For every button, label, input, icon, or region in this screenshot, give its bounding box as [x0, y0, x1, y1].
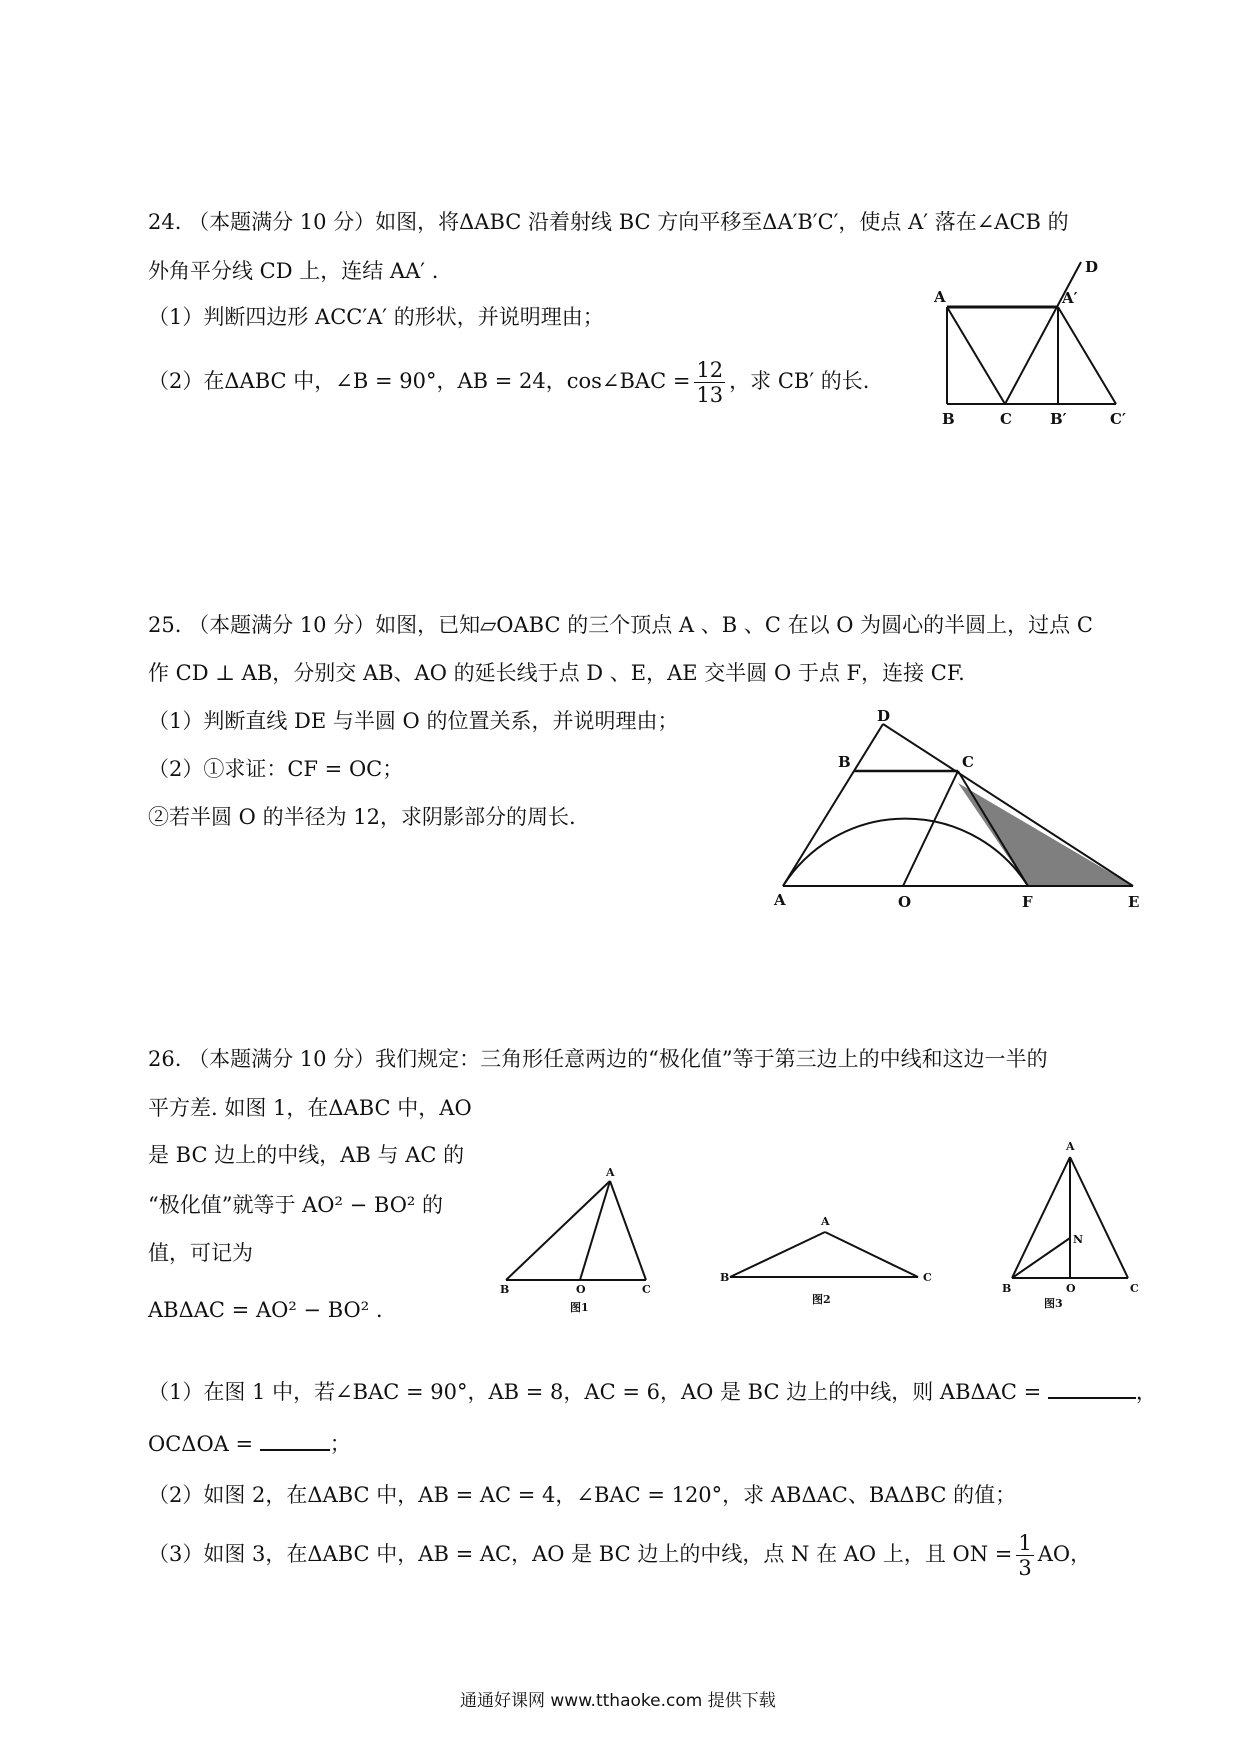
q26-line6: ABΔAC = AO² − BO² .: [148, 1298, 383, 1322]
q26-figure-1: [498, 1165, 670, 1320]
q26-part1-end: ；: [329, 1432, 351, 1456]
q26-fig1-label-a: A: [606, 1166, 615, 1179]
q24-figure: [930, 255, 1150, 428]
q26-fig3-label-a: A: [1066, 1140, 1075, 1153]
q24-part2-pre: （2）在ΔABC 中，∠B = 90°，AB = 24，cos∠BAC =: [148, 369, 691, 393]
q26-figure-2: [720, 1210, 940, 1315]
q25-part1: （1）判断直线 DE 与半圆 O 的位置关系，并说明理由；: [148, 709, 679, 733]
q25-figure: [770, 707, 1150, 911]
q26-part1-text: （1）在图 1 中，若∠BAC = 90°，AB = 8，AC = 6，AO 是 BC 边上的中线，则 ABΔAC =: [148, 1380, 1042, 1404]
q25-label-d: D: [877, 707, 891, 725]
q24-label-c-prime: C′: [1110, 410, 1126, 428]
q25-label-a: A: [774, 891, 786, 909]
q24-label-a: A: [934, 288, 946, 306]
q26-part3-post: AO，: [1037, 1542, 1092, 1566]
q26-fig1-label-o: O: [576, 1283, 586, 1296]
q26-fig3-label-c: C: [1130, 1282, 1139, 1295]
q25-label-e: E: [1128, 893, 1140, 911]
q26-line4: “极化值”就等于 AO² − BO² 的: [148, 1193, 444, 1217]
q24-part1: （1）判断四边形 ACC′A′ 的形状，并说明理由；: [148, 305, 604, 329]
q24-fraction: [694, 358, 725, 407]
q24-part2: [148, 358, 869, 407]
q26-part3: [148, 1531, 1091, 1580]
page-footer: 通通好课网 www.tthaoke.com 提供下载: [460, 1691, 776, 1711]
q25-part2: （2）①求证：CF = OC；: [148, 757, 404, 781]
q26-line1: 26. （本题满分 10 分）我们规定：三角形任意两边的“极化值”等于第三边上的中线和这边一半的: [148, 1047, 1048, 1071]
q26-fig3-label-o: O: [1066, 1282, 1076, 1295]
q24-fraction-numerator: 12: [696, 358, 724, 382]
q24-label-a-prime: A′: [1062, 289, 1078, 307]
q24-label-d: D: [1085, 258, 1099, 276]
q26-fraction-denominator: 3: [1018, 1556, 1032, 1580]
q25-part3: ②若半圆 O 的半径为 12，求阴影部分的周长.: [148, 805, 576, 829]
q26-fig1-label-b: B: [500, 1283, 510, 1296]
q24-label-c: C: [1000, 410, 1012, 428]
q25-segment-oc: [903, 771, 958, 886]
q26-answer-blank-2: [260, 1427, 330, 1451]
q26-part1-separator: ，: [1135, 1380, 1157, 1404]
q26-fig1-caption: 图1: [570, 1301, 589, 1314]
q25-label-b: B: [838, 753, 851, 771]
q26-answer-blank-1: [1048, 1375, 1136, 1399]
q24-segment-a-prime-c-prime: [1058, 307, 1116, 404]
q24-line2: 外角平分线 CD 上，连结 AA′ .: [148, 259, 439, 283]
q25-line2: 作 CD ⊥ AB，分别交 AB、AO 的延长线于点 D 、E，AE 交半圆 O 于点 F，连接 CF.: [148, 661, 965, 685]
q26-fraction-numerator: 1: [1018, 1531, 1032, 1555]
q25-line1: 25. （本题满分 10 分）如图，已知▱OABC 的三个顶点 A 、B 、C 在以 O 为圆心的半圆上，过点 C: [148, 613, 1093, 637]
q24-label-b: B: [942, 410, 955, 428]
q25-shaded-region: [958, 783, 1133, 886]
q25-label-c: C: [962, 753, 974, 771]
q26-line2: 平方差. 如图 1，在ΔABC 中，AO: [148, 1096, 472, 1120]
q26-fig2-caption: 图2: [812, 1293, 831, 1306]
q24-line1: 24. （本题满分 10 分）如图，将ΔABC 沿着射线 BC 方向平移至ΔA′B′C′，使点 A′ 落在∠ACB 的: [148, 210, 1069, 234]
q26-part1-line1: [148, 1375, 1157, 1407]
q26-fig2-label-b: B: [720, 1271, 730, 1284]
q26-part2: （2）如图 2，在ΔABC 中，AB = AC = 4，∠BAC = 120°，求 ABΔAC、BAΔBC 的值；: [148, 1483, 1017, 1507]
q25-label-f: F: [1022, 893, 1033, 911]
q26-fig1-label-c: C: [642, 1283, 651, 1296]
q24-fraction-denominator: 13: [696, 383, 724, 407]
q26-line5: 值，可记为: [148, 1241, 253, 1265]
q26-figure-3: [1000, 1132, 1150, 1322]
q26-line3: 是 BC 边上的中线，AB 与 AC 的: [148, 1143, 465, 1167]
q26-fig2-label-c: C: [923, 1271, 932, 1284]
q26-fraction: [1016, 1531, 1033, 1580]
q24-label-b-prime: B′: [1050, 410, 1067, 428]
q26-fig3-label-n: N: [1073, 1233, 1084, 1246]
q26-fig2-label-a: A: [821, 1215, 830, 1228]
q24-segment-ac: [947, 307, 1005, 404]
q25-segment-ad: [783, 724, 883, 886]
q26-fig3-caption: 图3: [1044, 1297, 1063, 1310]
q26-fig3-label-b: B: [1002, 1282, 1012, 1295]
q26-part1-line2: [148, 1427, 351, 1459]
q24-ray-cd: [1005, 262, 1081, 404]
q26-part1-text-2: OCΔOA =: [148, 1432, 254, 1456]
q26-part3-pre: （3）如图 3，在ΔABC 中，AB = AC，AO 是 BC 边上的中线，点 N 在 AO 上，且 ON =: [148, 1542, 1013, 1566]
q25-label-o: O: [898, 893, 912, 911]
q24-part2-post: ，求 CB′ 的长.: [729, 369, 870, 393]
